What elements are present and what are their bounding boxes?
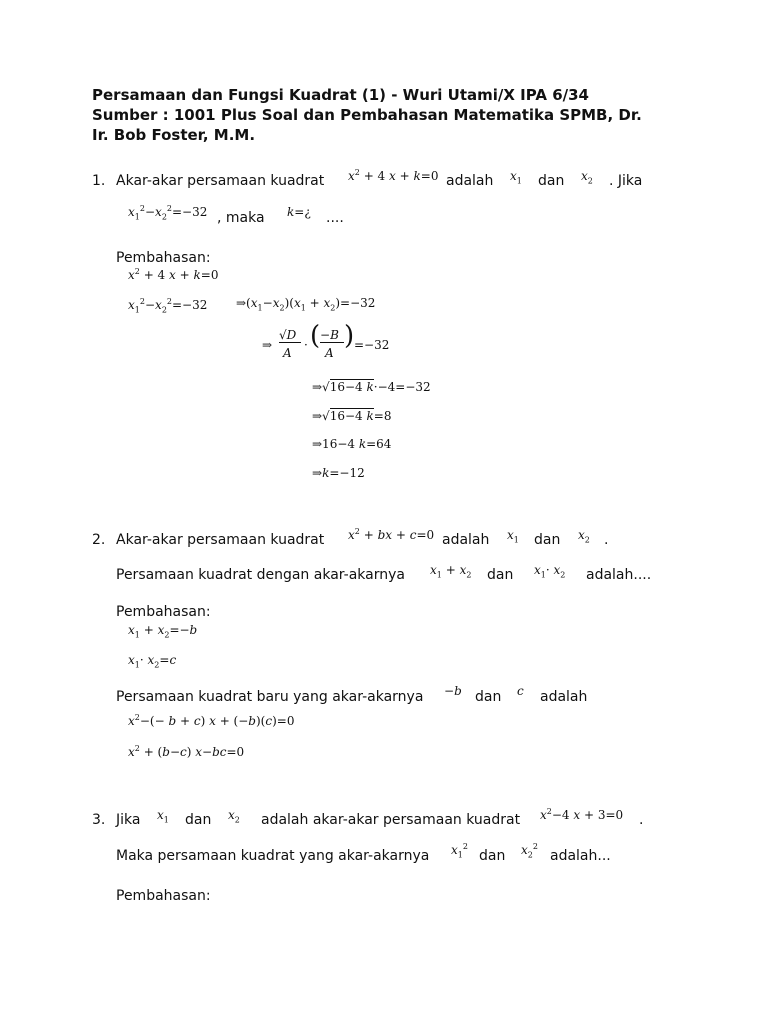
problem-2-number: 2.: [92, 532, 106, 548]
problem-3-question: Maka persamaan kuadrat yang akar-akarnya: [116, 848, 430, 864]
p1-step-1: $\Rightarrow(x_1-x_2)(x_1 + x_2)=-32$: [236, 296, 376, 313]
problem-1-equation: $x^2 + 4$ x + k=0: [348, 168, 439, 183]
doc-source-line2: Ir. Bob Foster, M.M.: [92, 126, 256, 144]
problem-3-dan-2: dan: [479, 848, 506, 864]
problem-3-equation: $x^2-4$ x + 3=0: [540, 807, 624, 822]
problem-3-dan: dan: [185, 812, 212, 828]
p2-new-root-2: c: [517, 684, 524, 698]
problem-1-k-query: k=¿: [287, 205, 311, 219]
problem-1-maka: , maka: [217, 210, 265, 226]
problem-3-solution-label: Pembahasan:: [116, 888, 211, 904]
doc-source-line1: Sumber : 1001 Plus Soal dan Pembahasan Matematika SPMB, Dr.: [92, 106, 642, 124]
problem-2-adalah-3: adalah: [540, 689, 588, 705]
document-page: Persamaan dan Fungsi Kuadrat (1) - Wuri Utami/X IPA 6/34 Sumber : 1001 Plus Soal dan Pembahasan Matematika SPMB, Dr. Ir. Bob Foster, M.M. 1. Akar-akar persamaan kuadrat $x^2 + 4$ x + k=0 adalah $x_1$ dan $x_2$ . Jika $x_1^2-x_2^2=-32$ , maka k=¿ .... Pembahasan: $x^2 + 4$ x + k=0 $x_1^2-x_2^2=-32$ $\Rightarrow(x_1-x_2)(x_1 + x_2)=-32$ ⇒ √D A · ( −B A ) =−32 ⇒√16−4 k·−4=−32 ⇒√16−4 k=8 ⇒16−4 k=64 ⇒k=−12 2. Akar-akar persamaan kuadrat $x^2$ + bx + c=0 adalah $x_1$ dan $x_2$ . Persamaan kuadrat dengan akar-akarnya $x_1 + x_2$ dan $x_1\cdot x_2$ adalah.... Pembahasan: $x_1 + x_2=-b$ $x_1\cdot x_2=c$ Persamaan kuadrat baru yang akar-akarnya −b dan c adalah $x^2-(- b + c) x + (-b)(c)=0$ $x^2 + (b-c)$ x−bc=0 3. Jika $x_1$ dan $x_2$ adalah akar-akar persamaan kuadrat $x^2-4$ x + 3=0 . Maka persamaan kuadrat yang akar-akarnya $x_1^2$ dan $x_2^2$ adalah... Pembahasan:: [0, 0, 768, 1024]
p2-product-roots: $x_1\cdot x_2$: [534, 563, 566, 580]
p2-result-2: $x^2 + (b-c)$ x−bc=0: [128, 744, 245, 759]
problem-2-dan-2: dan: [487, 567, 514, 583]
problem-2-dan: dan: [534, 532, 561, 548]
problem-3-adalah: adalah...: [550, 848, 611, 864]
p2-new-root-1: −b: [444, 684, 462, 698]
p2-step-product: $x_1\cdot x_2=c$: [128, 653, 177, 670]
p2-result-1: $x^2-(- b + c) x + (-b)(c)=0$: [128, 713, 295, 728]
p1-step-6: ⇒k=−12: [312, 466, 365, 480]
problem-2-period: .: [604, 532, 609, 548]
p2-root-x2: $x_2$: [578, 528, 590, 545]
p2-root-x1: $x_1$: [507, 528, 519, 545]
p1-step-condition: $x_1^2-x_2^2=-32$: [128, 297, 208, 315]
problem-1-condition: $x_1^2-x_2^2=-32$: [128, 204, 208, 222]
p2-step-sum: $x_1 + x_2=-b$: [128, 623, 198, 640]
problem-3-period: .: [639, 812, 644, 828]
problem-1-ellipsis: ....: [326, 210, 344, 226]
problem-1-adalah: adalah: [446, 173, 494, 189]
p3-root-x2: $x_2$: [228, 808, 240, 825]
problem-3-text: adalah akar-akar persamaan kuadrat: [261, 812, 521, 828]
problem-3-jika: Jika: [116, 812, 141, 828]
problem-1-dan: dan: [538, 173, 565, 189]
problem-2-dan-3: dan: [475, 689, 502, 705]
problem-2-solution-label: Pembahasan:: [116, 604, 211, 620]
root-x1: $x_1$: [510, 169, 522, 186]
p1-step-4: ⇒√16−4 k=8: [312, 409, 392, 423]
problem-2-new-eq-text: Persamaan kuadrat baru yang akar-akarnya: [116, 689, 424, 705]
problem-3-number: 3.: [92, 812, 106, 828]
problem-2-text: Akar-akar persamaan kuadrat: [116, 532, 325, 548]
p3-root-x2-squared: $x_2^2$: [521, 842, 538, 860]
root-x2: $x_2$: [581, 169, 593, 186]
problem-1-number: 1.: [92, 173, 106, 189]
p2-sum-roots: $x_1 + x_2$: [430, 563, 472, 580]
doc-title: Persamaan dan Fungsi Kuadrat (1) - Wuri Utami/X IPA 6/34: [92, 86, 589, 104]
problem-2-question: Persamaan kuadrat dengan akar-akarnya: [116, 567, 405, 583]
p3-root-x1: $x_1$: [157, 808, 169, 825]
problem-1-text: Akar-akar persamaan kuadrat: [116, 173, 325, 189]
p3-root-x1-squared: $x_1^2$: [451, 842, 468, 860]
p1-step-5: ⇒16−4 k=64: [312, 437, 392, 451]
problem-2-equation: $x^2$ + bx + c=0: [348, 527, 435, 542]
p1-step-3: ⇒√16−4 k·−4=−32: [312, 380, 431, 394]
problem-1-solution-label: Pembahasan:: [116, 250, 211, 266]
problem-2-adalah: adalah: [442, 532, 490, 548]
problem-2-adalah-2: adalah....: [586, 567, 652, 583]
p1-step-equation: $x^2 + 4$ x + k=0: [128, 267, 219, 282]
problem-1-jika: . Jika: [609, 173, 643, 189]
